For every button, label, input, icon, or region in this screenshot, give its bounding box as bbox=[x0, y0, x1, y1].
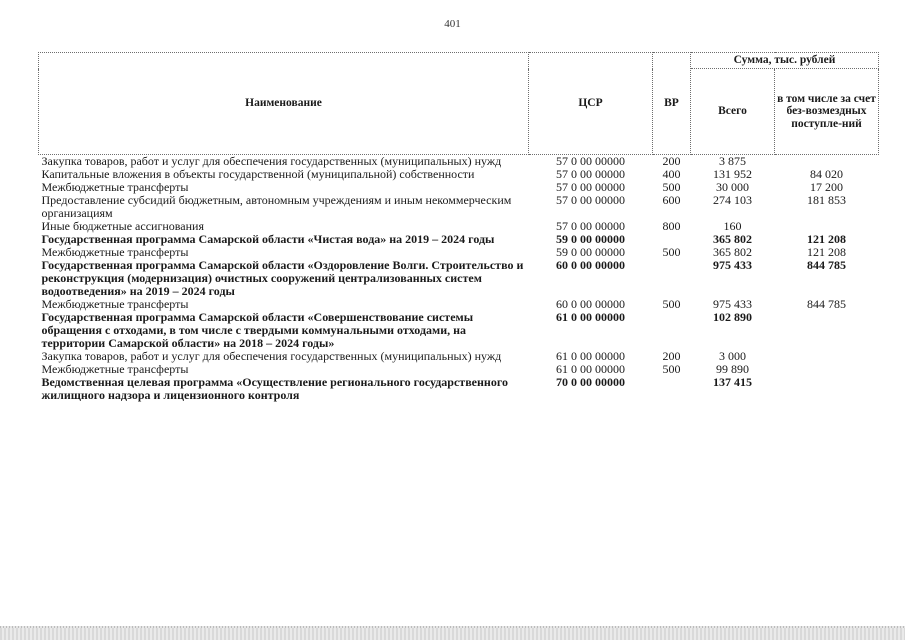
row-csr: 57 0 00 00000 bbox=[556, 219, 625, 233]
row-vr: 600 bbox=[662, 193, 681, 207]
row-free bbox=[775, 376, 879, 402]
row-vr bbox=[653, 259, 691, 298]
row-name: Межбюджетные трансферты bbox=[41, 180, 189, 194]
header-name: Наименование bbox=[39, 53, 529, 155]
row-name: Закупка товаров, работ и услуг для обеспечения государственных (муниципальных) нужд bbox=[41, 349, 502, 363]
table-row bbox=[39, 259, 879, 298]
row-total: 975 433 bbox=[713, 297, 752, 311]
header-free: в том числе за счет без-возмездных поступле-ний bbox=[775, 69, 879, 155]
row-name: Государственная программа Самарской области «Оздоровление Волги. Строительство и реконструкция (модернизация) очистных сооружений централизованных систем водоотведения» на 2019 – 2024 годы bbox=[41, 258, 524, 298]
row-free: 121 208 bbox=[807, 245, 846, 259]
header-csr: ЦСР bbox=[529, 53, 653, 155]
row-name: Капитальные вложения в объекты государственной (муниципальной) собственности bbox=[41, 167, 475, 181]
table-row bbox=[39, 155, 879, 169]
row-csr: 59 0 00 00000 bbox=[556, 232, 625, 246]
row-free: 17 200 bbox=[810, 180, 843, 194]
row-vr: 200 bbox=[662, 154, 681, 168]
row-free: 181 853 bbox=[807, 193, 846, 207]
row-csr: 57 0 00 00000 bbox=[556, 167, 625, 181]
row-name: Ведомственная целевая программа «Осуществление регионального государственного жилищного надзора и лицензионного контроля bbox=[41, 375, 508, 402]
row-free bbox=[775, 155, 879, 169]
table-row bbox=[39, 194, 879, 220]
row-total: 160 bbox=[723, 219, 742, 233]
row-total: 137 415 bbox=[713, 375, 752, 389]
row-free bbox=[775, 311, 879, 350]
row-free: 844 785 bbox=[807, 297, 846, 311]
row-name: Государственная программа Самарской области «Совершенствование системы обращения с отходами, в том числе с твердыми коммунальными отходами, на территории Самарской области» на 2018 – 2024 годы» bbox=[41, 310, 474, 350]
row-total: 365 802 bbox=[713, 245, 752, 259]
table-row bbox=[39, 311, 879, 350]
row-name: Межбюджетные трансферты bbox=[41, 297, 189, 311]
row-csr: 61 0 00 00000 bbox=[556, 310, 625, 324]
row-name: Предоставление субсидий бюджетным, автономным учреждениям и иным некоммерческим организациям bbox=[41, 193, 512, 220]
row-csr: 57 0 00 00000 bbox=[556, 154, 625, 168]
table-row bbox=[39, 376, 879, 402]
row-free: 844 785 bbox=[807, 258, 846, 272]
row-total: 365 802 bbox=[713, 232, 752, 246]
header-total: Всего bbox=[691, 69, 775, 155]
row-free: 84 020 bbox=[810, 167, 843, 181]
row-csr: 60 0 00 00000 bbox=[556, 258, 625, 272]
row-vr: 800 bbox=[662, 219, 681, 233]
page-number: 401 bbox=[444, 18, 461, 30]
row-free bbox=[775, 350, 879, 363]
table-body bbox=[39, 155, 879, 403]
row-vr: 200 bbox=[662, 349, 681, 363]
row-total: 975 433 bbox=[713, 258, 752, 272]
scan-edge bbox=[0, 626, 905, 640]
row-vr bbox=[653, 311, 691, 350]
row-csr: 70 0 00 00000 bbox=[556, 375, 625, 389]
row-total: 131 952 bbox=[713, 167, 752, 181]
row-name: Межбюджетные трансферты bbox=[41, 245, 189, 259]
row-vr: 500 bbox=[662, 297, 681, 311]
row-csr: 60 0 00 00000 bbox=[556, 297, 625, 311]
row-name: Закупка товаров, работ и услуг для обеспечения государственных (муниципальных) нужд bbox=[41, 154, 502, 168]
row-free bbox=[775, 363, 879, 376]
row-csr: 57 0 00 00000 bbox=[556, 193, 625, 207]
row-total: 3 000 bbox=[719, 349, 746, 363]
row-vr bbox=[653, 376, 691, 402]
row-csr: 61 0 00 00000 bbox=[556, 349, 625, 363]
header-vr: ВР bbox=[653, 53, 691, 155]
header-sum-group: Сумма, тыс. рублей bbox=[691, 53, 879, 69]
row-name: Иные бюджетные ассигнования bbox=[41, 219, 204, 233]
row-vr: 500 bbox=[662, 245, 681, 259]
row-vr: 500 bbox=[662, 362, 681, 376]
row-csr: 57 0 00 00000 bbox=[556, 180, 625, 194]
budget-table bbox=[38, 52, 879, 402]
row-name: Государственная программа Самарской области «Чистая вода» на 2019 – 2024 годы bbox=[41, 232, 495, 246]
row-total: 102 890 bbox=[713, 310, 752, 324]
row-vr: 400 bbox=[662, 167, 681, 181]
row-total: 274 103 bbox=[713, 193, 752, 207]
table-header bbox=[39, 53, 879, 155]
row-vr: 500 bbox=[662, 180, 681, 194]
row-total: 99 890 bbox=[716, 362, 749, 376]
row-csr: 59 0 00 00000 bbox=[556, 245, 625, 259]
row-csr: 61 0 00 00000 bbox=[556, 362, 625, 376]
row-name: Межбюджетные трансферты bbox=[41, 362, 189, 376]
row-total: 3 875 bbox=[719, 154, 746, 168]
row-total: 30 000 bbox=[716, 180, 749, 194]
row-free: 121 208 bbox=[807, 232, 846, 246]
